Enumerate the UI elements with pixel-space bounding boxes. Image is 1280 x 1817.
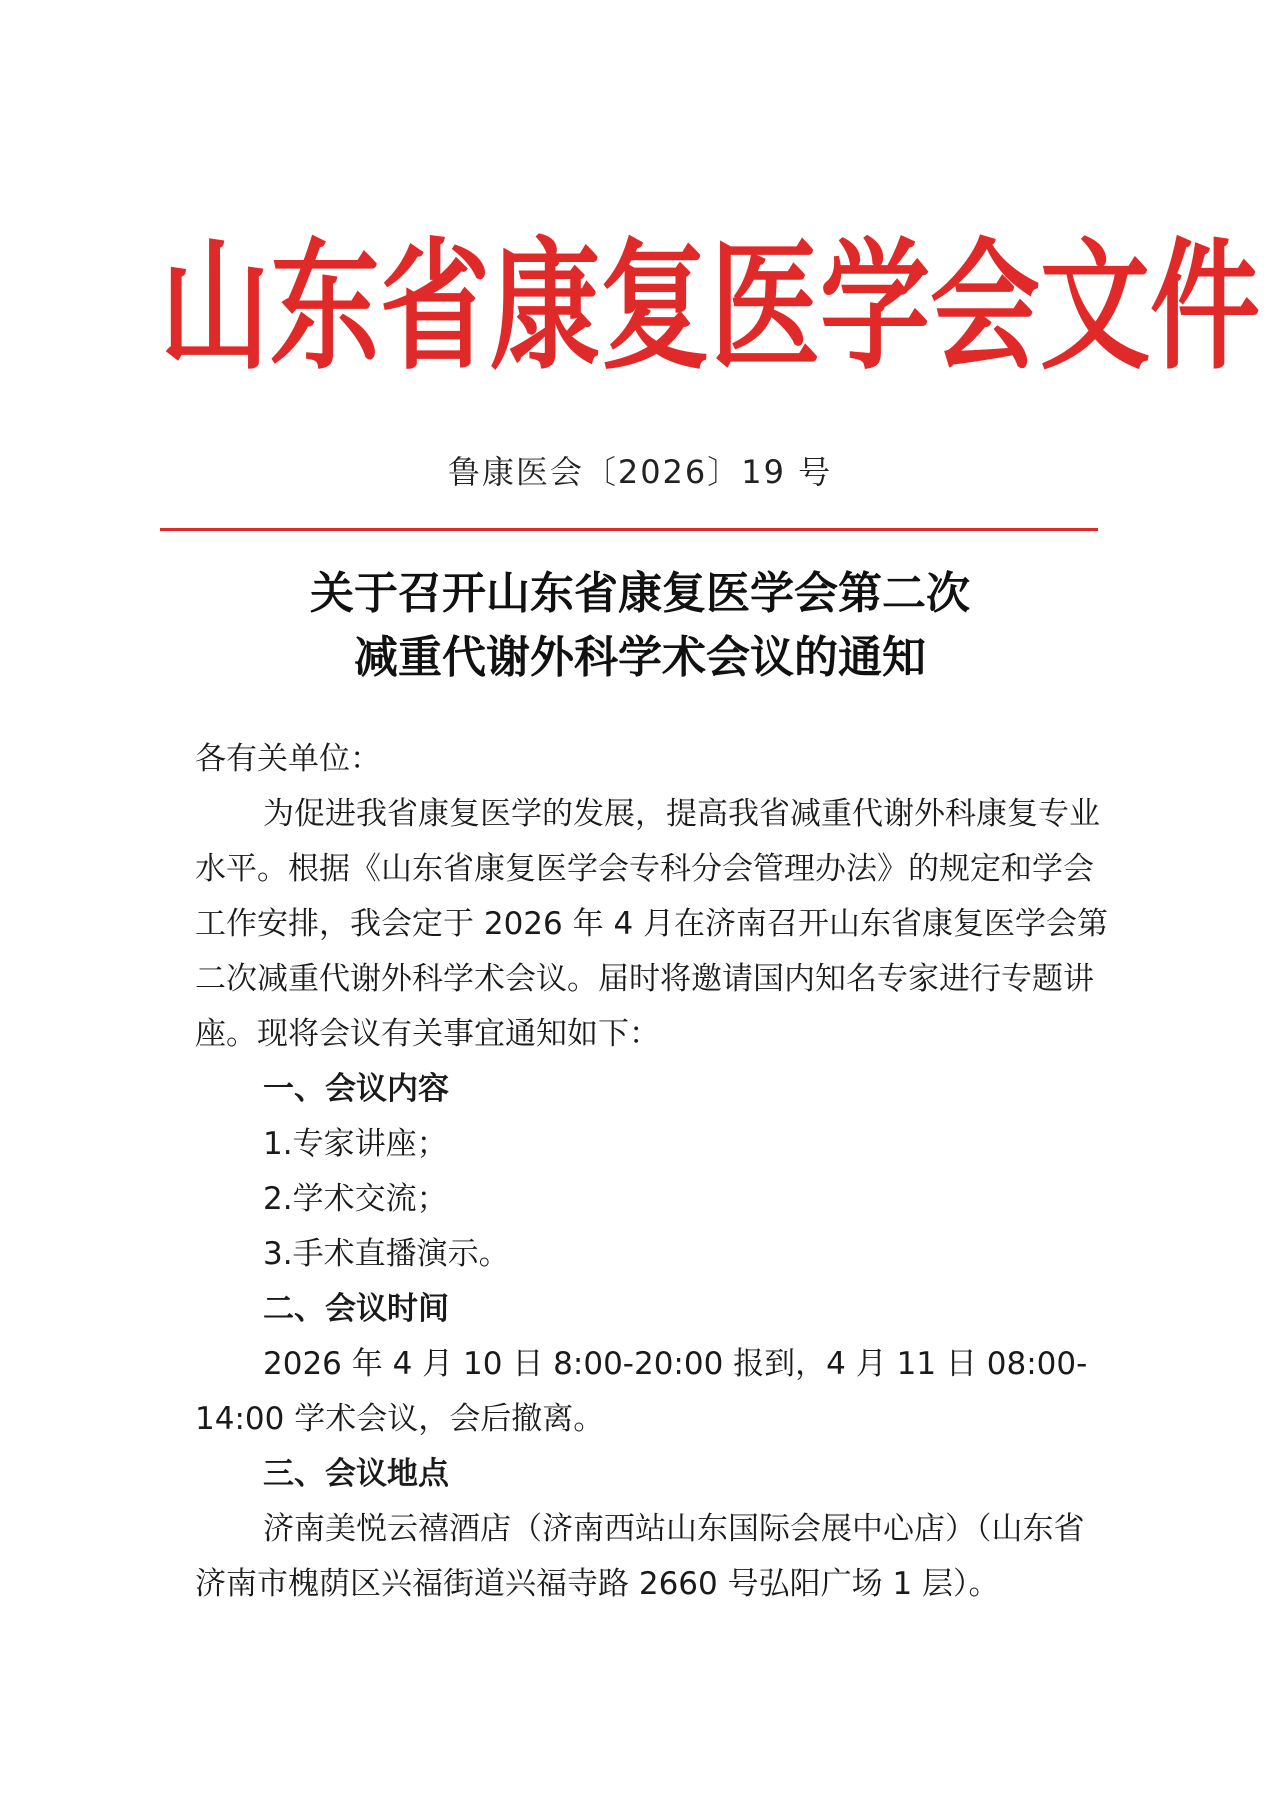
section-heading-content: 一、会议内容 (263, 1071, 449, 1107)
section-heading-time: 二、会议时间 (263, 1291, 449, 1327)
red-divider-line (160, 528, 1098, 531)
meeting-location-text: 济南美悦云禧酒店（济南西站山东国际会展中心店）（山东省济南市槐荫区兴福街道兴福寺路 2660 号弘阳广场 1 层）。 (195, 1511, 1085, 1602)
section-heading-location: 三、会议地点 (263, 1456, 449, 1492)
masthead-title: 山东省康复医学会文件 (160, 223, 1260, 389)
salutation: 各有关单位： (195, 741, 381, 777)
list-item: 2.学术交流； (263, 1181, 448, 1217)
document-number: 鲁康医会〔2026〕19 号 (447, 453, 833, 491)
list-item: 1.专家讲座； (263, 1126, 448, 1162)
notice-title-line-1: 关于召开山东省康复医学会第二次 (310, 568, 970, 619)
meeting-time-text: 2026 年 4 月 10 日 8:00-20:00 报到，4 月 11 日 08:00-14:00 学术会议，会后撤离。 (195, 1346, 1088, 1437)
list-item: 3.手术直播演示。 (263, 1236, 510, 1272)
intro-paragraph: 为促进我省康复医学的发展，提高我省减重代谢外科康复专业水平。根据《山东省康复医学会专科分会管理办法》的规定和学会工作安排，我会定于 2026 年 4 月在济南召开山东省康复医学会第二次减重代谢外科学术会议。届时将邀请国内知名专家进行专题讲座。现将会议有关事宜通知如下： (195, 796, 1109, 1052)
notice-title-line-2: 减重代谢外科学术会议的通知 (354, 632, 926, 683)
notice-body (195, 732, 1115, 1612)
notice-title (0, 562, 1280, 690)
